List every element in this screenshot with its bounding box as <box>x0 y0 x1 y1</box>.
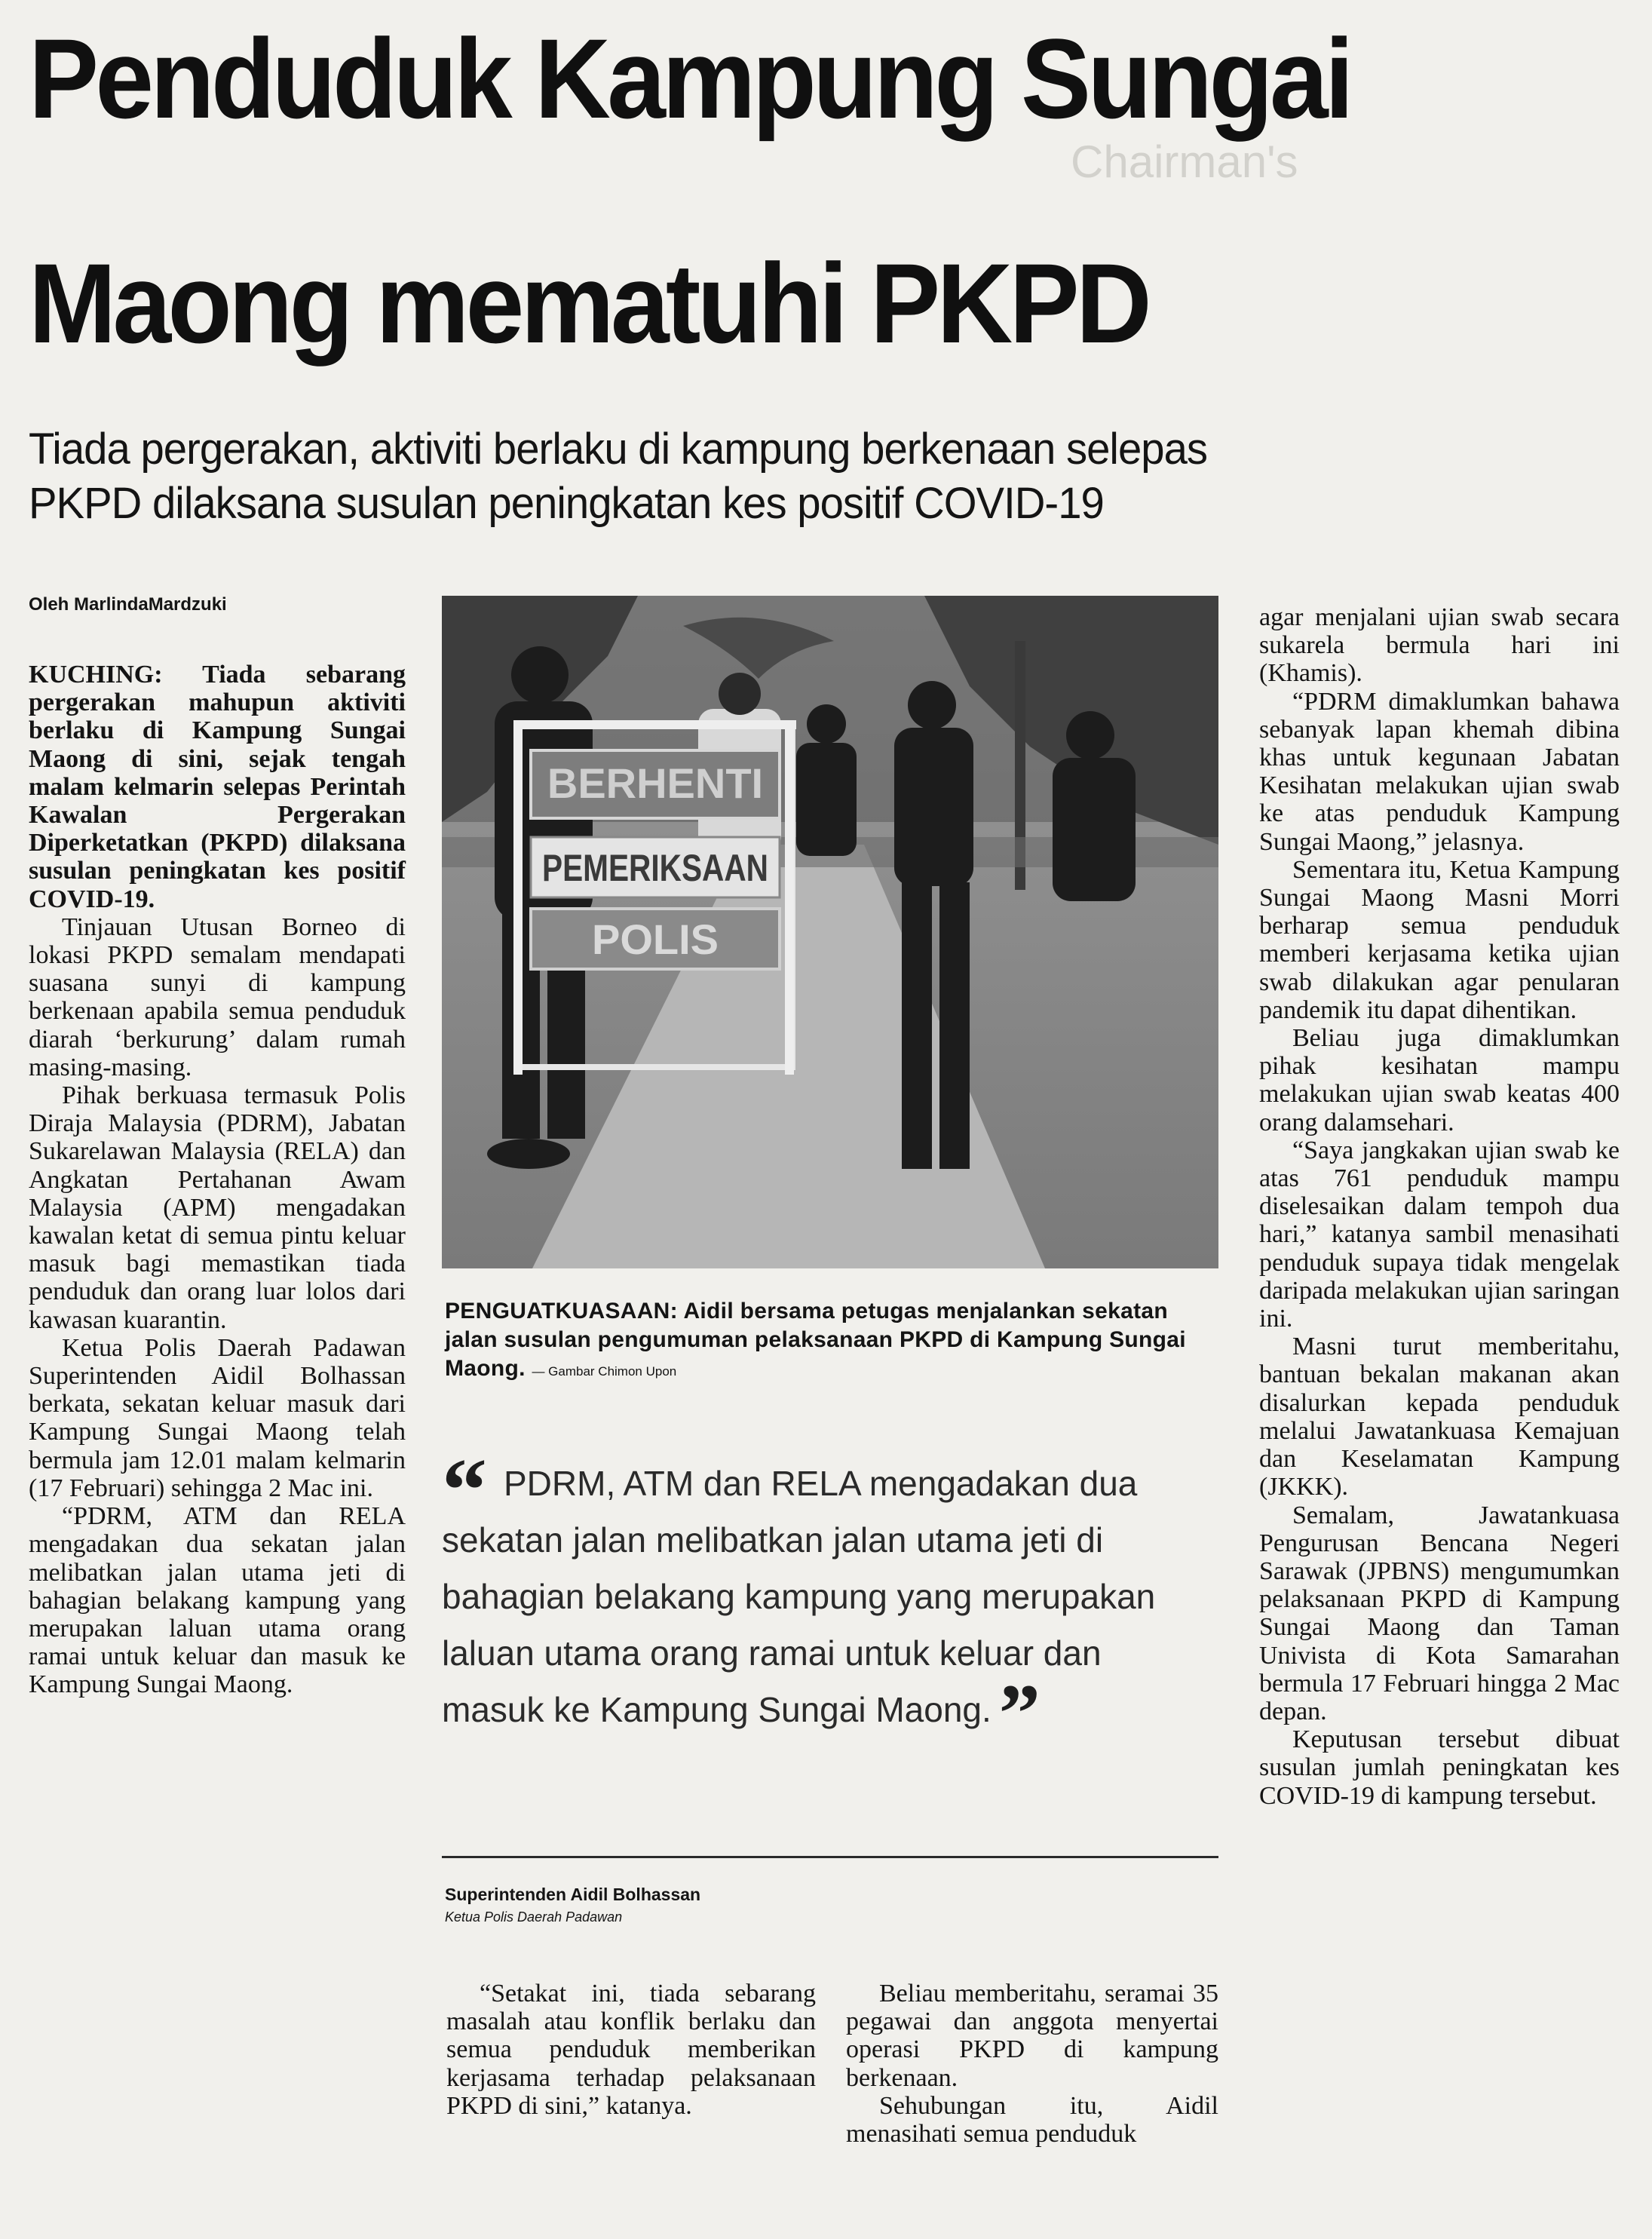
paragraph: Ketua Polis Daerah Padawan Superintenden Aidil Bolhassan berkata, sekatan keluar masuk dari Kampung Sungai Maong telah bermula jam 12.01 malam kelmarin (17 Februari) sehingga 2 Mac ini. <box>29 1333 406 1502</box>
road-sign-pemeriksaan <box>531 837 780 897</box>
paragraph-continued: agar menjalani ujian swab secara sukarela bermula hari ini (Khamis). <box>1259 603 1620 688</box>
photo-credit: — Gambar Chimon Upon <box>532 1364 677 1379</box>
subheadline <box>29 422 1586 531</box>
headline-line-1: Penduduk Kampung Sungai <box>29 15 1351 142</box>
close-quote-mark: ” <box>998 1667 1041 1759</box>
paragraph: Sementara itu, Ketua Kampung Sungai Maong Masni Morri berharap semua penduduk memberi kerjasama ketika ujian swab dilakukan agar penularan pandemik itu dapat dihentikan. <box>1259 855 1620 1024</box>
open-quote-mark: “ <box>442 1440 487 1540</box>
paragraph: Tinjauan Utusan Borneo di lokasi PKPD semalam mendapati suasana sunyi di kampung berkenaan apabila semua penduduk diarah ‘berkurung’ dalam rumah masing-masing. <box>29 912 406 1081</box>
paragraph: Beliau juga dimaklumkan pihak kesihatan mampu melakukan ujian swab keatas 400 orang dalamsehari. <box>1259 1024 1620 1136</box>
paragraph: Sehubungan itu, Aidil menasihati semua penduduk <box>846 2091 1218 2149</box>
subheadline-line-1: Tiada pergerakan, aktiviti berlaku di kampung berkenaan selepas <box>29 425 1208 474</box>
sign-middle-text: PEMERIKSAAN <box>542 847 768 889</box>
paragraph: Beliau memberitahu, seramai 35 pegawai dan anggota menyertai operasi PKPD di kampung berkenaan. <box>846 1980 1218 2092</box>
road-sign-berhenti <box>531 750 780 818</box>
news-photo <box>442 596 1218 1268</box>
article-column-2b <box>846 1980 1218 2148</box>
pull-quote-text: PDRM, ATM dan RELA mengadakan dua sekatan jalan melibatkan jalan utama jeti di bahagian belakang kampung yang merupakan laluan utama orang ramai untuk keluar dan masuk ke Kampung Sungai Maong. <box>442 1464 1156 1729</box>
pull-quote-divider <box>442 1856 1218 1858</box>
paragraph: “PDRM dimaklumkan bahawa sebanyak lapan khemah dibina khas untuk kegunaan Jabatan Kesihatan melakukan ujian swab ke atas penduduk Kampung Sungai Maong,” jelasnya. <box>1259 687 1620 856</box>
headline-line-2: Maong mematuhi PKPD <box>29 240 1149 367</box>
paragraph: Semalam, Jawatankuasa Pengurusan Bencana Negeri Sarawak (JPBNS) mengumumkan pelaksanaan PKPD di Kampung Sungai Maong dan Taman Univista di Kota Samarahan bermula 17 Februari hingga 2 Mac depan. <box>1259 1501 1620 1725</box>
paragraph: Keputusan tersebut dibuat susulan jumlah peningkatan kes COVID-19 di kampung tersebut. <box>1259 1725 1620 1810</box>
paragraph: Masni turut memberitahu, bantuan bekalan makanan akan disalurkan kepada penduduk melalui Jawatankuasa Kemajuan dan Keselamatan Kampung (JKKK). <box>1259 1333 1620 1501</box>
article-column-2a <box>446 1980 816 2120</box>
paragraph: “Setakat ini, tiada sebarang masalah atau konflik berlaku dan semua penduduk memberikan kerjasama terhadap pelaksanaan PKPD di sini,” katanya. <box>446 1980 816 2120</box>
sign-bottom-text: POLIS <box>591 916 719 963</box>
sign-top-text: BERHENTI <box>547 759 764 807</box>
article-column-3 <box>1259 603 1620 1810</box>
headline <box>29 15 1522 367</box>
checkpoint-photo-illustration <box>442 596 1218 1268</box>
subheadline-line-2: PKPD dilaksana susulan peningkatan kes positif COVID-19 <box>29 479 1104 528</box>
caption-text: PENGUATKUASAAN: Aidil bersama petugas menjalankan sekatan jalan susulan pengumuman pelaksanaan PKPD di Kampung Sungai Maong. <box>445 1299 1186 1381</box>
road-sign-polis <box>531 909 780 969</box>
photo-caption <box>445 1297 1221 1386</box>
paragraph: “PDRM, ATM dan RELA mengadakan dua sekatan jalan melibatkan jalan utama jeti di bahagian belakang kampung yang merupakan laluan utama orang ramai untuk keluar dan masuk ke Kampung Sungai Maong. <box>29 1502 406 1699</box>
paragraph: “Saya jangkakan ujian swab ke atas 761 penduduk mampu diselesaikan dalam tempoh dua hari,” katanya sambil menasihati penduduk supaya tidak mengelak daripada melakukan ujian saringan ini. <box>1259 1136 1620 1333</box>
paragraph: Pihak berkuasa termasuk Polis Diraja Malaysia (PDRM), Jabatan Sukarelawan Malaysia (RELA) dan Angkatan Pertahanan Awam Malaysia (APM) mengadakan kawalan ketat di semua pintu keluar masuk bagi memastikan tiada penduduk dan orang luar lolos dari kawasan kuarantin. <box>29 1081 406 1334</box>
quote-source-title: Ketua Polis Daerah Padawan <box>445 1909 623 1925</box>
quote-source-name: Superintenden Aidil Bolhassan <box>445 1885 701 1904</box>
byline: Oleh MarlindaMardzuki <box>29 594 227 615</box>
lead-paragraph: KUCHING: Tiada sebarang pergerakan mahupun aktiviti berlaku di Kampung Sungai Maong di sini, sejak tengah malam kelmarin selepas Perintah Kawalan Pergerakan Diperketatkan (PKPD) dilaksana susulan peningkatan kes positif COVID-19. <box>29 661 406 913</box>
reverse-page-show-through: Chairman's <box>1071 136 1298 187</box>
article-column-1 <box>29 661 406 1699</box>
